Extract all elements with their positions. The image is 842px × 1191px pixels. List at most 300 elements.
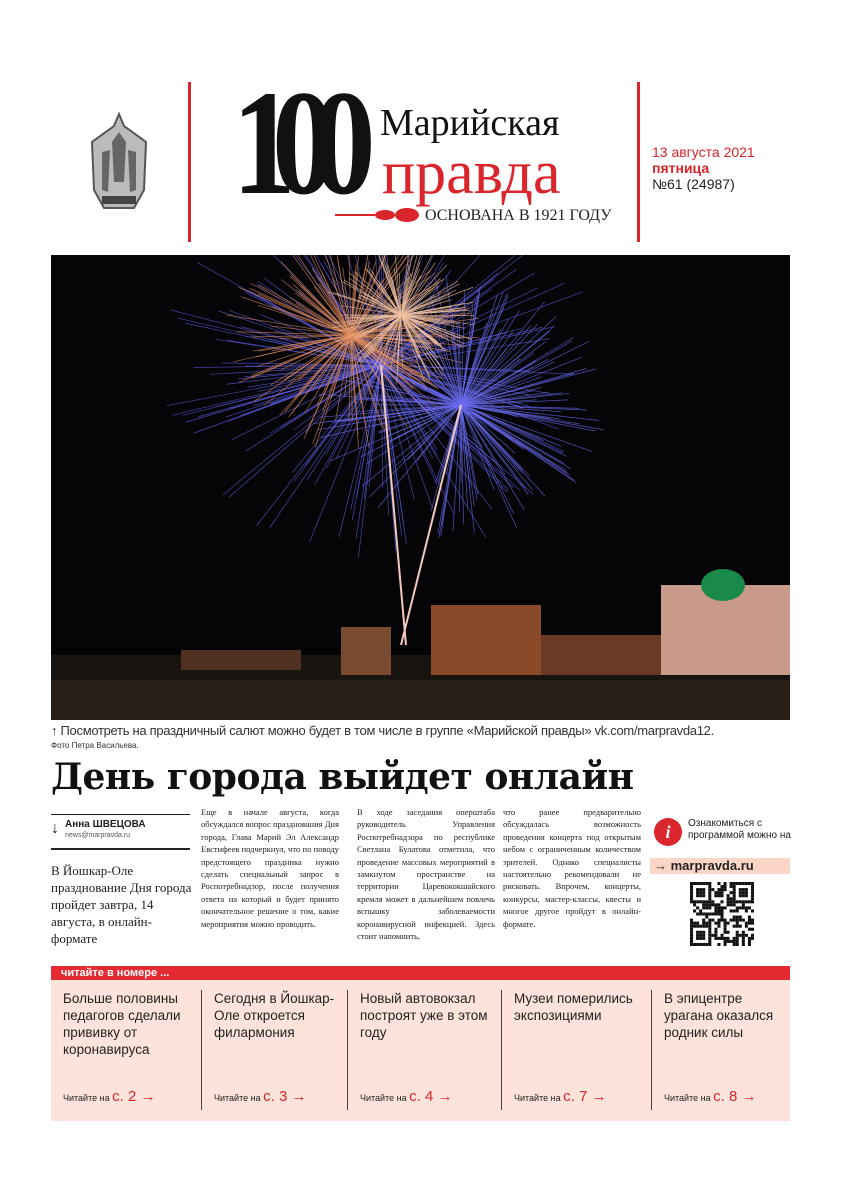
qr-module [736, 943, 739, 946]
qr-module [745, 925, 748, 928]
qr-module [711, 888, 714, 891]
teaser-page-link[interactable] [63, 1088, 155, 1107]
teaser-page-link[interactable] [514, 1088, 606, 1107]
teaser-title: Сегодня в Йошкар-Оле откроется филармония [214, 991, 335, 1040]
issue-number: №61 (24987) [652, 176, 735, 192]
qr-module [733, 943, 736, 946]
qr-module [727, 897, 730, 900]
qr-module [736, 909, 739, 912]
info-text: Ознакомиться с программой можно на [688, 818, 791, 841]
qr-module [708, 888, 711, 891]
qr-module [696, 943, 699, 946]
qr-module [696, 912, 699, 915]
qr-module [690, 922, 693, 925]
qr-module [724, 906, 727, 909]
qr-module [733, 894, 736, 897]
qr-module [696, 894, 699, 897]
firework-spark [370, 269, 401, 315]
issue-weekday: пятница [652, 160, 710, 176]
qr-module [699, 888, 702, 891]
qr-module [714, 891, 717, 894]
qr-module [733, 897, 736, 900]
qr-module [727, 940, 730, 943]
qr-module [724, 925, 727, 928]
qr-module [751, 882, 754, 885]
author-name: Анна ШВЕЦОВА [65, 819, 146, 830]
qr-module [733, 919, 736, 922]
read-label: Читайте на [63, 1093, 110, 1103]
qr-module [748, 940, 751, 943]
page-ref: с. 3 → [263, 1088, 307, 1105]
qr-module [751, 900, 754, 903]
qr-module [717, 937, 720, 940]
qr-module [708, 912, 711, 915]
qr-module [714, 912, 717, 915]
qr-module [717, 894, 720, 897]
qr-module [745, 891, 748, 894]
qr-module [720, 885, 723, 888]
qr-module [702, 912, 705, 915]
qr-module [705, 903, 708, 906]
author-email[interactable]: news@marpravda.ru [65, 832, 131, 839]
qr-module [708, 897, 711, 900]
qr-module [720, 912, 723, 915]
qr-module [736, 937, 739, 940]
qr-module [733, 882, 736, 885]
qr-module [733, 940, 736, 943]
fireworks-photo [51, 255, 790, 720]
masthead-divider [188, 82, 191, 242]
qr-module [733, 891, 736, 894]
qr-module [702, 888, 705, 891]
qr-module [745, 909, 748, 912]
qr-module [739, 925, 742, 928]
website-link[interactable]: → marpravda.ru [650, 858, 790, 874]
qr-module [690, 888, 693, 891]
qr-module [724, 919, 727, 922]
qr-module [742, 891, 745, 894]
qr-module [742, 937, 745, 940]
photo-credit: Фото Петра Васильева. [51, 741, 139, 750]
qr-module [705, 925, 708, 928]
qr-module [711, 919, 714, 922]
qr-module [696, 925, 699, 928]
qr-module [730, 885, 733, 888]
qr-module [690, 882, 693, 885]
qr-module [751, 891, 754, 894]
firework-spark [362, 405, 461, 486]
qr-module [751, 934, 754, 937]
qr-module [717, 919, 720, 922]
qr-module [736, 919, 739, 922]
qr-module [739, 888, 742, 891]
qr-module [720, 916, 723, 919]
qr-module [745, 934, 748, 937]
qr-module [705, 912, 708, 915]
qr-module [690, 931, 693, 934]
page-ref: с. 4 → [409, 1088, 453, 1105]
qr-module [696, 931, 699, 934]
qr-module [720, 891, 723, 894]
qr-module [705, 882, 708, 885]
masthead-title-bottom: правда [382, 139, 561, 207]
qr-module [714, 903, 717, 906]
qr-module [727, 931, 730, 934]
qr-module [724, 888, 727, 891]
qr-module [733, 937, 736, 940]
qr-module [739, 906, 742, 909]
arrow-down-icon: ↓ [51, 820, 59, 837]
qr-module [730, 903, 733, 906]
qr-module [708, 903, 711, 906]
qr-module [702, 891, 705, 894]
qr-module [717, 903, 720, 906]
qr-module [690, 937, 693, 940]
qr-module [733, 909, 736, 912]
qr-module [736, 925, 739, 928]
qr-module [739, 919, 742, 922]
qr-module [705, 943, 708, 946]
qr-module [708, 925, 711, 928]
qr-module [742, 919, 745, 922]
qr-module [702, 931, 705, 934]
teaser-page-link[interactable] [214, 1088, 306, 1107]
qr-module [745, 882, 748, 885]
qr-module [711, 934, 714, 937]
qr-module [711, 903, 714, 906]
qr-module [717, 943, 720, 946]
qr-module [739, 934, 742, 937]
in-this-issue-label: читайте в номере ... [51, 966, 790, 980]
qr-module [720, 894, 723, 897]
qr-module [702, 925, 705, 928]
qr-module [733, 925, 736, 928]
qr-module [696, 891, 699, 894]
qr-module [717, 888, 720, 891]
qr-module [748, 943, 751, 946]
qr-module [693, 900, 696, 903]
qr-module [690, 928, 693, 931]
lead-text: В Йошкар-Оле празднование Дня города пройдет завтра, 14 августа, в онлайн-формате [51, 863, 192, 946]
qr-module [705, 906, 708, 909]
qr-module [699, 894, 702, 897]
qr-module [702, 906, 705, 909]
qr-module [739, 891, 742, 894]
teaser-item[interactable] [347, 990, 497, 1110]
qr-module [699, 931, 702, 934]
qr-module [690, 900, 693, 903]
qr-module [708, 928, 711, 931]
qr-module [708, 900, 711, 903]
qr-module [693, 922, 696, 925]
qr-module [736, 906, 739, 909]
qr-module [717, 906, 720, 909]
qr-module [696, 922, 699, 925]
read-label: Читайте на [514, 1093, 561, 1103]
qr-module [714, 906, 717, 909]
qr-module [751, 919, 754, 922]
qr-module [693, 903, 696, 906]
qr-module [711, 912, 714, 915]
read-label: Читайте на [664, 1093, 711, 1103]
qr-module [705, 916, 708, 919]
qr-module [717, 922, 720, 925]
qr-module [742, 943, 745, 946]
qr-module [702, 882, 705, 885]
qr-module [708, 940, 711, 943]
qr-module [742, 903, 745, 906]
qr-module [708, 882, 711, 885]
qr-module [705, 900, 708, 903]
qr-module [714, 934, 717, 937]
qr-module [708, 894, 711, 897]
qr-module [751, 937, 754, 940]
qr-module [717, 912, 720, 915]
qr-module [690, 885, 693, 888]
qr-module [742, 906, 745, 909]
qr-module [717, 925, 720, 928]
qr-module [699, 925, 702, 928]
info-icon: i [654, 818, 682, 846]
qr-module [739, 916, 742, 919]
qr-module [714, 909, 717, 912]
qr-module [708, 885, 711, 888]
qr-module [693, 925, 696, 928]
teaser-item[interactable] [51, 990, 201, 1110]
qr-module [745, 894, 748, 897]
qr-module [702, 903, 705, 906]
issue-info [652, 144, 755, 192]
qr-module [708, 891, 711, 894]
qr-module [696, 882, 699, 885]
qr-module [748, 900, 751, 903]
issue-date: 13 августа 2021 [652, 144, 755, 160]
qr-module [751, 897, 754, 900]
qr-module [699, 934, 702, 937]
qr-module [751, 894, 754, 897]
anniversary-logo: 100 [232, 60, 352, 226]
qr-module [742, 931, 745, 934]
qr-module [699, 882, 702, 885]
qr-module [748, 922, 751, 925]
qr-module [705, 922, 708, 925]
qr-module [733, 888, 736, 891]
qr-module [745, 900, 748, 903]
qr-code[interactable] [690, 882, 754, 946]
qr-module [702, 900, 705, 903]
qr-module [748, 919, 751, 922]
teaser-title: Музеи померились экспозициями [514, 991, 633, 1023]
qr-module [702, 894, 705, 897]
teaser-page-link[interactable] [664, 1088, 756, 1107]
qr-module [708, 937, 711, 940]
qr-module [724, 943, 727, 946]
qr-module [696, 934, 699, 937]
article-column: что ранее предварительно обсуждалась возможность проведения концерта под открытым небом с ограниченным количеством зрителей. Однако специалисты настоятельно рекомендовали не рисковать. Впрочем, концерты, конкурсы, мастер-классы, квесты и многое другое пройдут в онлайн-формате. [503, 807, 641, 929]
qr-module [708, 934, 711, 937]
read-label: Читайте на [214, 1093, 261, 1103]
qr-module [739, 882, 742, 885]
qr-module [745, 888, 748, 891]
qr-module [736, 900, 739, 903]
qr-module [736, 931, 739, 934]
qr-module [748, 906, 751, 909]
qr-module [730, 940, 733, 943]
qr-module [690, 897, 693, 900]
qr-module [730, 900, 733, 903]
qr-module [742, 940, 745, 943]
qr-module [730, 919, 733, 922]
qr-module [736, 934, 739, 937]
teaser-item[interactable] [501, 990, 651, 1110]
qr-module [702, 943, 705, 946]
qr-module [724, 937, 727, 940]
teaser-item[interactable] [651, 990, 790, 1110]
qr-module [748, 928, 751, 931]
qr-module [699, 909, 702, 912]
qr-module [720, 900, 723, 903]
photo-caption: ↑ Посмотреть на праздничный салют можно будет в том числе в группе «Марийской правды» vk.com/marpravda12. [51, 723, 714, 738]
article-column: В ходе заседания оперштаба руководитель Управления Роспотребнадзора по республике Светлана Булатова отметила, что проведение массовых мероприятий в замкнутом пространстве на территории Царевококшайского кремля может в дальнейшем повлечь вспышку заболеваемости коронавирусной инфекцией. Здесь стоит напомнить, [357, 807, 495, 942]
qr-module [751, 885, 754, 888]
qr-module [724, 940, 727, 943]
qr-module [702, 919, 705, 922]
qr-module [717, 882, 720, 885]
qr-module [727, 900, 730, 903]
qr-module [745, 922, 748, 925]
page-ref: с. 2 → [112, 1088, 156, 1105]
qr-module [720, 909, 723, 912]
qr-module [720, 919, 723, 922]
qr-module [690, 940, 693, 943]
qr-module [714, 931, 717, 934]
page-ref: с. 8 → [713, 1088, 757, 1105]
qr-module [730, 909, 733, 912]
qr-module [720, 906, 723, 909]
qr-module [739, 900, 742, 903]
qr-module [696, 888, 699, 891]
qr-module [714, 937, 717, 940]
qr-module [708, 931, 711, 934]
qr-module [736, 882, 739, 885]
qr-module [690, 891, 693, 894]
qr-module [724, 931, 727, 934]
qr-module [720, 937, 723, 940]
qr-module [693, 909, 696, 912]
read-label: Читайте на [360, 1093, 407, 1103]
qr-module [742, 894, 745, 897]
qr-module [733, 900, 736, 903]
headline: День города выйдет онлайн [51, 756, 634, 798]
qr-module [730, 891, 733, 894]
qr-module [717, 909, 720, 912]
qr-module [742, 900, 745, 903]
qr-module [748, 882, 751, 885]
qr-module [699, 891, 702, 894]
qr-module [714, 928, 717, 931]
qr-module [693, 882, 696, 885]
qr-module [727, 894, 730, 897]
teaser-page-link[interactable] [360, 1088, 452, 1107]
qr-module [727, 922, 730, 925]
qr-module [708, 919, 711, 922]
qr-module [730, 882, 733, 885]
qr-module [724, 885, 727, 888]
qr-module [748, 916, 751, 919]
qr-module [733, 885, 736, 888]
author-block [51, 814, 190, 850]
qr-module [742, 934, 745, 937]
qr-module [727, 903, 730, 906]
qr-module [724, 928, 727, 931]
qr-module [690, 934, 693, 937]
qr-module [751, 909, 754, 912]
qr-module [693, 943, 696, 946]
teaser-title: Больше половины педагогов сделали прививку от коронавируса [63, 991, 181, 1057]
qr-module [742, 882, 745, 885]
qr-module [708, 943, 711, 946]
qr-module [702, 922, 705, 925]
qr-module [714, 922, 717, 925]
qr-module [733, 916, 736, 919]
in-this-issue [51, 966, 790, 1121]
qr-module [736, 916, 739, 919]
qr-module [690, 943, 693, 946]
qr-module [699, 912, 702, 915]
qr-module [742, 888, 745, 891]
qr-module [699, 937, 702, 940]
qr-module [690, 894, 693, 897]
teaser-title: В эпицентре урагана оказался родник силы [664, 991, 774, 1040]
masthead-divider [637, 82, 640, 242]
article-column: Еще в начале августа, когда обсуждался вопрос празднования Дня города, Глава Марий Эл Александр Евстифеев подчеркнул, что по поводу предстоящего праздника нужно сделать специальный запрос в Роспотребнадзор, после получения ответа на который и будет принято окончательное решение о том, какие мероприятия можно проводить. [201, 807, 339, 929]
masthead-title-top: Марийская [380, 102, 560, 144]
qr-module [702, 937, 705, 940]
qr-module [720, 888, 723, 891]
qr-module [736, 922, 739, 925]
qr-module [745, 906, 748, 909]
qr-module [733, 903, 736, 906]
qr-module [720, 934, 723, 937]
qr-module [711, 900, 714, 903]
feather-icon [335, 208, 420, 222]
qr-module [751, 928, 754, 931]
qr-module [699, 943, 702, 946]
qr-module [714, 894, 717, 897]
qr-module [690, 919, 693, 922]
qr-module [696, 900, 699, 903]
qr-module [708, 922, 711, 925]
qr-module [736, 940, 739, 943]
qr-module [739, 894, 742, 897]
qr-module [727, 937, 730, 940]
qr-module [717, 891, 720, 894]
teaser-item[interactable] [201, 990, 347, 1110]
qr-module [708, 906, 711, 909]
caption-text: Посмотреть на праздничный салют можно будет в том числе в группе «Марийской правды» vk.com/marpravda12. [60, 723, 714, 738]
qr-module [748, 937, 751, 940]
page-ref: с. 7 → [563, 1088, 607, 1105]
founded-note: ОСНОВАНА В 1921 ГОДУ [425, 207, 612, 224]
teaser-title: Новый автовокзал построят уже в этом году [360, 991, 488, 1040]
qr-module [699, 900, 702, 903]
qr-module [696, 906, 699, 909]
qr-module [690, 925, 693, 928]
qr-module [696, 937, 699, 940]
info-box [650, 818, 790, 958]
qr-module [751, 922, 754, 925]
qr-module [730, 897, 733, 900]
